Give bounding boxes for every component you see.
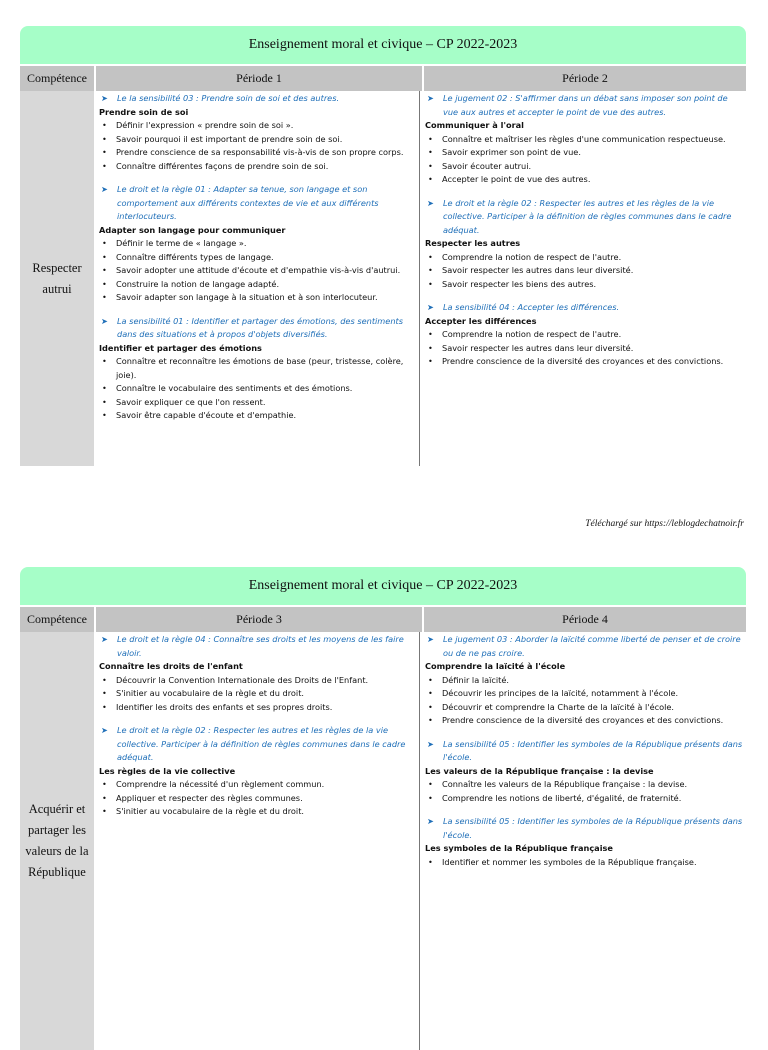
arrow-bullet-icon: ➤: [427, 816, 434, 826]
document-title: Enseignement moral et civique – CP 2022-2023: [20, 26, 746, 64]
list-item-text: Prendre conscience de sa responsabilité vis-à-vis de son propre corps.: [116, 147, 404, 157]
periode-cell-right: [420, 632, 746, 1050]
list-item-text: Définir l'expression « prendre soin de soi ».: [116, 120, 294, 130]
bullet-icon: •: [428, 674, 433, 685]
bullet-icon: •: [428, 715, 433, 725]
objective-text: Le la sensibilité 03 : Prendre soin de soi et des autres.: [117, 93, 340, 103]
list-item: [425, 856, 743, 870]
section-spacer: [425, 728, 743, 738]
section-title: Les valeurs de la République française : la devise: [425, 765, 654, 776]
competency-objective: [99, 724, 416, 765]
objective-list: [99, 778, 416, 819]
section-title: Comprendre la laïcité à l'école: [425, 661, 566, 671]
list-item-text: Prendre conscience de la diversité des croyances et des convictions.: [442, 356, 724, 366]
competency-objective: [425, 815, 743, 842]
bullet-icon: •: [102, 160, 107, 171]
list-item-text: Identifier et nommer les symboles de la République française.: [442, 856, 697, 867]
list-item: [99, 355, 416, 382]
competence-line: Acquérir et: [28, 802, 86, 816]
objective-text: Le droit et la règle 02 : Respecter les autres et les règles de la vie collective. Participer à la définition de règles communes dans le cadre adéquat.: [443, 197, 732, 235]
bullet-icon: •: [428, 342, 433, 353]
list-item-text: Savoir pourquoi il est important de prendre soin de soi.: [116, 133, 343, 144]
list-item: [425, 778, 743, 792]
competency-objective: [425, 92, 743, 119]
list-item-text: Savoir exprimer son point de vue.: [442, 147, 581, 157]
section-title: Les symboles de la République française: [425, 843, 613, 853]
list-item: [99, 687, 416, 701]
section-title: Identifier et partager des émotions: [99, 342, 262, 353]
bullet-icon: •: [428, 779, 433, 789]
bullet-icon: •: [102, 120, 107, 130]
objective-text: Le jugement 02 : S'affirmer dans un débat sans imposer son point de vue aux autres et accepter le point de vue des autres.: [443, 93, 728, 117]
objective-list: [425, 328, 743, 369]
list-item-text: Identifier les droits des enfants et ses propres droits.: [116, 701, 333, 712]
section-spacer: [425, 805, 743, 815]
objective-list: [99, 119, 416, 173]
column-header-competence: Compétence: [20, 66, 96, 91]
bullet-icon: •: [102, 238, 107, 248]
list-item: [99, 674, 416, 688]
objective-list: [99, 674, 416, 715]
arrow-bullet-icon: ➤: [101, 634, 108, 644]
list-item-text: Construire la notion de langage adapté.: [116, 278, 280, 289]
list-item: [425, 687, 743, 701]
competency-objective: [425, 197, 743, 238]
list-item-text: S'initier au vocabulaire de la règle et du droit.: [116, 806, 305, 816]
list-item: [99, 278, 416, 292]
bullet-icon: •: [102, 792, 107, 803]
periode-cell-left: [94, 632, 420, 1050]
bullet-icon: •: [102, 674, 107, 685]
column-header-periode: Période 4: [562, 612, 608, 626]
list-item: [425, 792, 743, 806]
section-title: Communiquer à l'oral: [425, 120, 524, 130]
competence-line: République: [28, 865, 86, 879]
list-item-text: Connaître et maîtriser les règles d'une communication respectueuse.: [442, 133, 726, 144]
list-item: [425, 328, 743, 342]
list-item: [425, 146, 743, 160]
table-header-row: [20, 66, 746, 91]
list-item: [425, 714, 743, 728]
column-header-periode: Période 3: [96, 607, 424, 632]
list-item: [425, 342, 743, 356]
competency-objective: [99, 633, 416, 660]
bullet-icon: •: [102, 779, 107, 789]
bullet-icon: •: [428, 147, 433, 157]
list-item-text: Comprendre la nécessité d'un règlement commun.: [116, 779, 325, 789]
competency-objective: [425, 301, 743, 315]
list-item-text: Savoir écouter autrui.: [442, 160, 532, 171]
objective-list: [99, 355, 416, 423]
arrow-bullet-icon: ➤: [427, 197, 434, 208]
bullet-icon: •: [428, 701, 433, 712]
list-item: [99, 805, 416, 819]
table-body-row: [20, 632, 746, 1050]
list-item-text: Connaître les valeurs de la République française : la devise.: [442, 779, 688, 789]
list-item-text: Comprendre la notion de respect de l'autre.: [442, 329, 622, 339]
arrow-bullet-icon: ➤: [101, 93, 108, 103]
objective-list: [425, 251, 743, 292]
section-title: Accepter les différences: [425, 315, 537, 326]
section-title: Respecter les autres: [425, 238, 521, 248]
list-item-text: Connaître différentes façons de prendre soin de soi.: [116, 160, 329, 171]
table-header-row: [20, 607, 746, 632]
list-item: [425, 701, 743, 715]
list-item: [99, 382, 416, 396]
objective-text: La sensibilité 04 : Accepter les différences.: [443, 302, 620, 312]
objective-text: Le jugement 03 : Aborder la laïcité comme liberté de penser et de croire ou de ne pas croire.: [443, 634, 741, 658]
list-item-text: Comprendre la notion de respect de l'autre.: [442, 251, 622, 262]
list-item-text: Savoir expliquer ce que l'on ressent.: [116, 396, 266, 407]
bullet-icon: •: [428, 265, 433, 275]
list-item: [99, 264, 416, 278]
list-item: [425, 355, 743, 369]
objective-text: Le droit et la règle 01 : Adapter sa tenue, son langage et son comportement aux différents contextes de vie et aux différents interlocuteurs.: [117, 184, 379, 221]
list-item-text: Découvrir et comprendre la Charte de la laïcité à l'école.: [442, 701, 675, 712]
list-item: [425, 160, 743, 174]
list-item: [99, 160, 416, 174]
objective-text: La sensibilité 05 : Identifier les symboles de la République présents dans l'école.: [443, 816, 743, 840]
list-item: [99, 251, 416, 265]
list-item-text: Définir la laïcité.: [442, 674, 510, 685]
list-item-text: Savoir respecter les autres dans leur diversité.: [442, 342, 634, 353]
section-spacer: [99, 173, 416, 183]
bullet-icon: •: [428, 688, 433, 698]
list-item-text: Découvrir les principes de la laïcité, notamment à l'école.: [442, 688, 679, 698]
list-item-text: Définir le terme de « langage ».: [116, 238, 247, 248]
column-header-competence: Compétence: [20, 607, 96, 632]
bullet-icon: •: [428, 329, 433, 339]
bullet-icon: •: [102, 356, 107, 366]
objective-list: [425, 778, 743, 805]
competence-line: Respecter: [32, 260, 82, 275]
list-item-text: Connaître le vocabulaire des sentiments et des émotions.: [116, 383, 353, 393]
table-block-2: [20, 567, 746, 1050]
list-item: [425, 251, 743, 265]
competence-line: partager les: [28, 823, 86, 837]
list-item-text: S'initier au vocabulaire de la règle et du droit.: [116, 688, 305, 698]
list-item: [99, 119, 416, 133]
list-item-text: Comprendre les notions de liberté, d'égalité, de fraternité.: [442, 792, 682, 803]
table-body-row: [20, 91, 746, 466]
list-item: [99, 237, 416, 251]
bullet-icon: •: [428, 856, 433, 867]
list-item-text: Découvrir la Convention Internationale des Droits de l'Enfant.: [116, 674, 369, 685]
section-title: Adapter son langage pour communiquer: [99, 224, 286, 235]
list-item: [99, 146, 416, 160]
list-item: [99, 396, 416, 410]
bullet-icon: •: [428, 251, 433, 262]
column-header-periode: Période 2: [562, 71, 608, 85]
competency-objective: [425, 633, 743, 660]
objective-list: [99, 237, 416, 305]
bullet-icon: •: [102, 383, 107, 393]
section-spacer: [99, 714, 416, 724]
competency-objective: [425, 738, 743, 765]
list-item: [99, 792, 416, 806]
bullet-icon: •: [102, 133, 107, 144]
competence-label: [25, 799, 88, 883]
periode-cell-right: [420, 91, 746, 466]
list-item-text: Savoir respecter les autres dans leur diversité.: [442, 265, 634, 275]
list-item-text: Accepter le point de vue des autres.: [442, 174, 591, 184]
bullet-icon: •: [428, 174, 433, 184]
list-item-text: Appliquer et respecter des règles communes.: [116, 792, 303, 803]
section-title: Prendre soin de soi: [99, 106, 189, 117]
competence-cell: [20, 632, 94, 1050]
section-spacer: [99, 305, 416, 315]
arrow-bullet-icon: ➤: [101, 315, 108, 326]
arrow-bullet-icon: ➤: [427, 634, 434, 644]
list-item: [425, 133, 743, 147]
bullet-icon: •: [102, 251, 107, 262]
list-item: [99, 778, 416, 792]
download-source-footer: Téléchargé sur https://leblogdechatnoir.fr: [585, 519, 744, 529]
bullet-icon: •: [102, 701, 107, 712]
section-title: Connaître les droits de l'enfant: [99, 661, 243, 671]
objective-text: Le droit et la règle 02 : Respecter les autres et les règles de la vie collective. Participer à la définition de règles communes dans le cadre adéquat.: [117, 725, 406, 762]
list-item: [99, 291, 416, 305]
competency-objective: [99, 315, 416, 342]
arrow-bullet-icon: ➤: [101, 725, 108, 735]
bullet-icon: •: [102, 410, 107, 420]
column-header-periode: Période 1: [96, 66, 424, 91]
periode-cell-left: [94, 91, 420, 466]
list-item: [425, 674, 743, 688]
competence-label: [32, 258, 81, 300]
objective-text: La sensibilité 01 : Identifier et partager des émotions, des sentiments dans des situations et à propos d'objets diversifiés.: [117, 315, 403, 339]
bullet-icon: •: [102, 806, 107, 816]
table-block-1: [20, 26, 746, 466]
bullet-icon: •: [428, 792, 433, 803]
bullet-icon: •: [102, 265, 107, 275]
list-item: [99, 133, 416, 147]
competency-objective: [99, 183, 416, 224]
bullet-icon: •: [428, 133, 433, 144]
list-item-text: Savoir adopter une attitude d'écoute et d'empathie vis-à-vis d'autrui.: [116, 265, 401, 275]
list-item: [425, 278, 743, 292]
list-item-text: Savoir adapter son langage à la situation et à son interlocuteur.: [116, 292, 378, 302]
bullet-icon: •: [428, 356, 433, 366]
arrow-bullet-icon: ➤: [427, 302, 434, 312]
list-item: [99, 409, 416, 423]
competence-line: valeurs de la: [25, 844, 89, 858]
list-item: [425, 264, 743, 278]
list-item-text: Connaître différents types de langage.: [116, 251, 274, 262]
list-item: [99, 701, 416, 715]
list-item-text: Prendre conscience de la diversité des croyances et des convictions.: [442, 715, 724, 725]
bullet-icon: •: [102, 292, 107, 302]
objective-list: [425, 133, 743, 187]
arrow-bullet-icon: ➤: [427, 738, 434, 749]
objective-list: [425, 856, 743, 870]
document-title: Enseignement moral et civique – CP 2022-2023: [20, 567, 746, 605]
objective-list: [425, 674, 743, 728]
bullet-icon: •: [428, 160, 433, 171]
bullet-icon: •: [428, 278, 433, 289]
bullet-icon: •: [102, 278, 107, 289]
section-spacer: [425, 291, 743, 301]
objective-text: La sensibilité 05 : Identifier les symboles de la République présents dans l'école.: [443, 738, 743, 762]
list-item-text: Connaître et reconnaître les émotions de base (peur, tristesse, colère, joie).: [116, 356, 404, 380]
list-item: [425, 173, 743, 187]
competence-line: autrui: [42, 281, 72, 296]
bullet-icon: •: [102, 688, 107, 698]
list-item-text: Savoir être capable d'écoute et d'empathie.: [116, 410, 297, 420]
list-item-text: Savoir respecter les biens des autres.: [442, 278, 597, 289]
section-spacer: [425, 187, 743, 197]
arrow-bullet-icon: ➤: [101, 184, 108, 194]
competence-cell: [20, 91, 94, 466]
objective-text: Le droit et la règle 04 : Connaître ses droits et les moyens de les faire valoir.: [117, 634, 404, 658]
bullet-icon: •: [102, 396, 107, 407]
arrow-bullet-icon: ➤: [427, 93, 434, 103]
competency-objective: [99, 92, 416, 106]
section-title: Les règles de la vie collective: [99, 765, 236, 776]
bullet-icon: •: [102, 147, 107, 157]
